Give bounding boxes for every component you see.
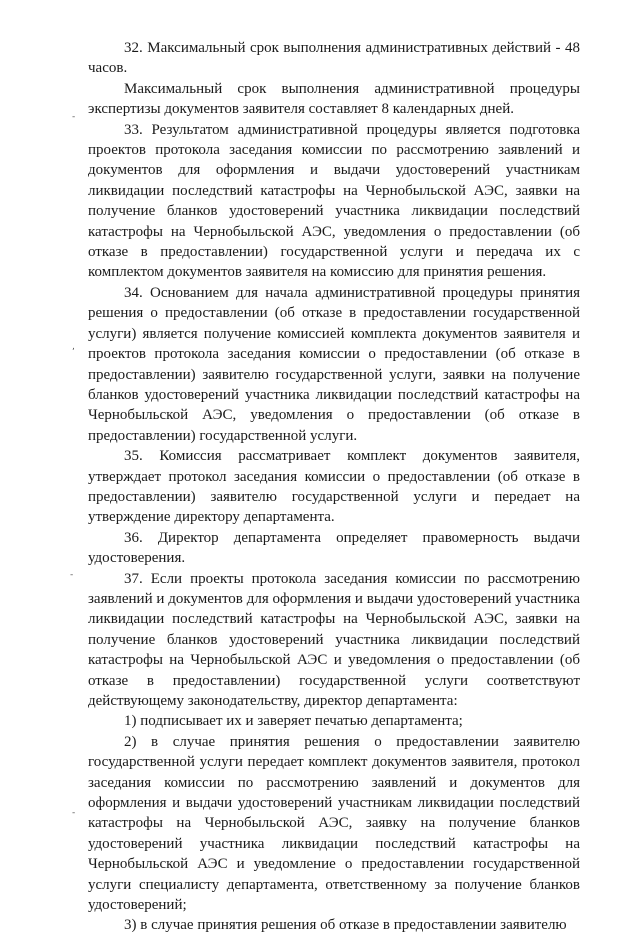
paragraph-36: 36. Директор департамента определяет правомерность выдачи удостоверения. [88,529,580,567]
paragraph-35: 35. Комиссия рассматривает комплект документов заявителя, утверждает протокол заседания комиссии о предоставлении (об отказе в предоставлении) заявителю государственной услуги и передает на утверждение директору департамента. [88,448,580,526]
list-item-3: 3) в случае принятия решения об отказе в предоставлении заявителю [124,917,567,934]
list-item-1: 1) подписывает их и заверяет печатью департамента; [124,713,463,730]
document-page [88,38,580,936]
paragraph-34: 34. Основанием для начала административной процедуры принятия решения о предоставлении (об отказе в предоставлении государственной услуги) является получение комиссией комплекта документов заявителя и проектов протокола заседания комиссии о предоставлении (об отказе в предоставлении) заявителю государственной услуги, заявки на получение бланков удостоверений участника ликвидации последствий катастрофы на Чернобыльской АЭС, уведомления о предоставлении (об отказе в предоставлении) государственной услуги. [88,284,580,444]
margin-mark: , [72,342,75,352]
list-item-2: 2) в случае принятия решения о предоставлении заявителю государственной услуги передает комплект документов заявителя, протокол заседания комиссии по рассмотрению заявлений и документов для оформления и выдачи удостоверений участникам ликвидации последствий катастрофы на Чернобыльской АЭС, заявку на получение бланков удостоверений участника ликвидации последствий катастрофы на Чернобыльской АЭС и уведомление о предоставлении государственной услуги специалисту департамента, ответственному за получение бланков удостоверений; [88,733,580,914]
paragraph-33: 33. Результатом административной процедуры является подготовка проектов протокола заседания комиссии по рассмотрению заявлений и документов для оформления и выдачи удостоверений участникам ликвидации последствий катастрофы на Чернобыльской АЭС, заявки на получение бланков удостоверений участника ликвидации последствий катастрофы на Чернобыльской АЭС, уведомления о предоставлении (об отказе в предоставлении) государственной услуги и передача их с комплектом документов заявителя на комиссию для принятия решения. [88,121,580,281]
margin-mark: - [70,570,74,580]
margin-mark: - [72,808,76,818]
paragraph-32-deadline: Максимальный срок выполнения административной процедуры экспертизы документов заявителя составляет 8 календарных дней. [88,80,580,118]
paragraph-37: 37. Если проекты протокола заседания комиссии по рассмотрению заявлений и документов для оформления и выдачи удостоверений участника ликвидации последствий катастрофы на Чернобыльской АЭС, заявки на получение бланков удостоверений участника ликвидации последствий катастрофы на Чернобыльской АЭС и уведомления о предоставлении (об отказе в предоставлении) государственной услуги соответствуют действующему законодательству, директор департамента: [88,570,580,709]
paragraph-32: 32. Максимальный срок выполнения административных действий - 48 часов. [88,40,580,77]
margin-mark: - [72,112,76,122]
